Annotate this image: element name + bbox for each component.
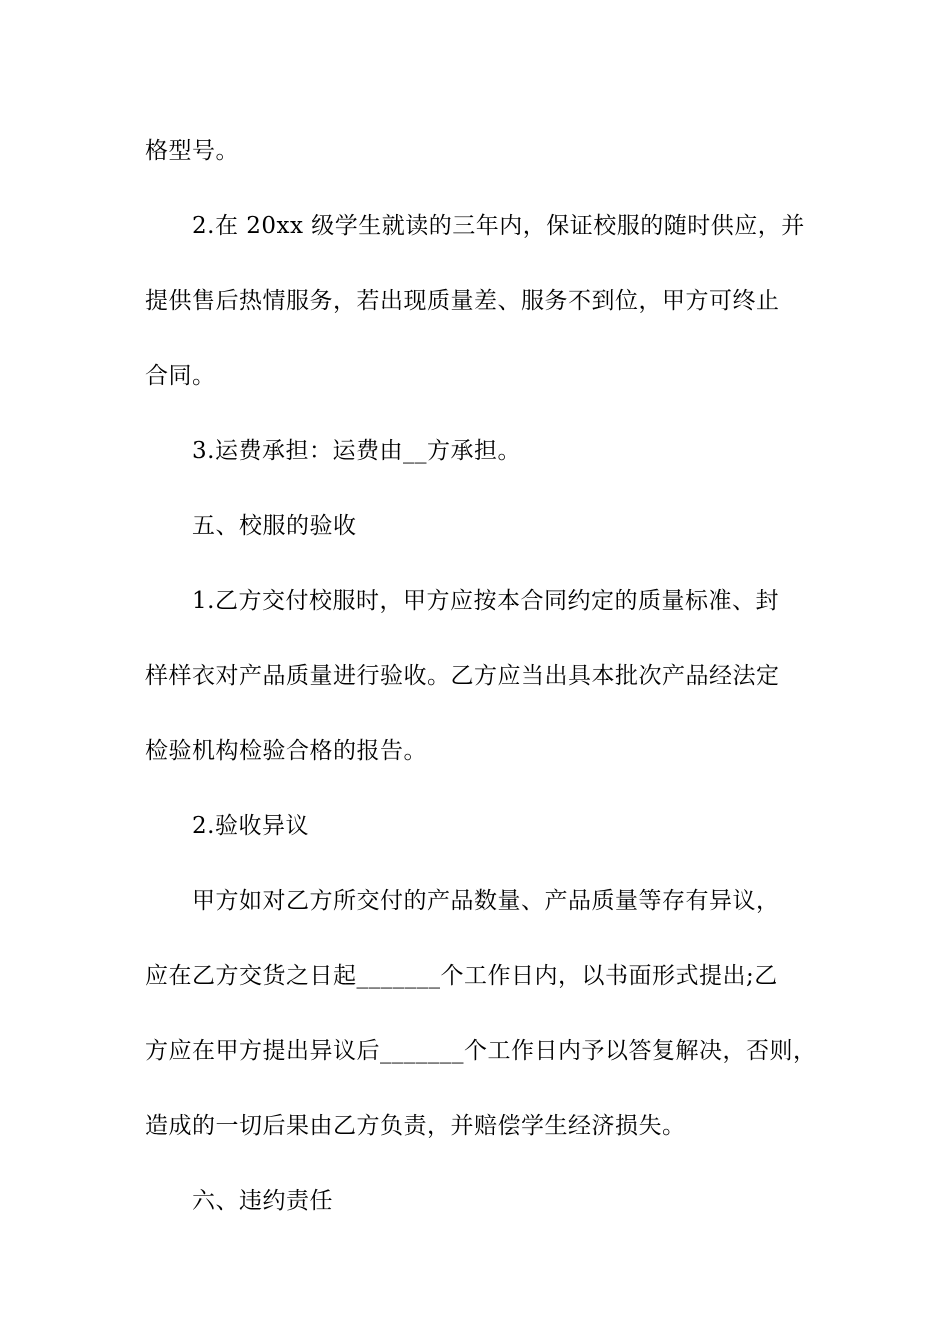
paragraph-line: 样样衣对产品质量进行验收。乙方应当出具本批次产品经法定 (145, 663, 780, 689)
subsection-heading: 2.验收异议 (192, 813, 309, 839)
paragraph-line: 提供售后热情服务，若出现质量差、服务不到位，甲方可终止 (145, 288, 780, 314)
section-heading: 五、校服的验收 (192, 513, 357, 539)
paragraph-line: 检验机构检验合格的报告。 (145, 738, 427, 764)
paragraph-line: 甲方如对乙方所交付的产品数量、产品质量等存有异议， (192, 888, 780, 914)
paragraph-line: 格型号。 (145, 138, 239, 164)
paragraph-line: 1.乙方交付校服时，甲方应按本合同约定的质量标准、封 (192, 588, 779, 614)
paragraph-line: 2.在 20xx 级学生就读的三年内，保证校服的随时供应，并 (192, 213, 805, 239)
paragraph-line: 造成的一切后果由乙方负责，并赔偿学生经济损失。 (145, 1113, 686, 1139)
paragraph-line: 3.运费承担：运费由__方承担。 (192, 438, 521, 464)
paragraph-line: 合同。 (145, 363, 216, 389)
paragraph-line: 方应在甲方提出异议后_______个工作日内予以答复解决，否则， (145, 1038, 817, 1064)
paragraph-line: 应在乙方交货之日起_______个工作日内，以书面形式提出;乙 (145, 963, 778, 989)
section-heading: 六、违约责任 (192, 1188, 333, 1214)
